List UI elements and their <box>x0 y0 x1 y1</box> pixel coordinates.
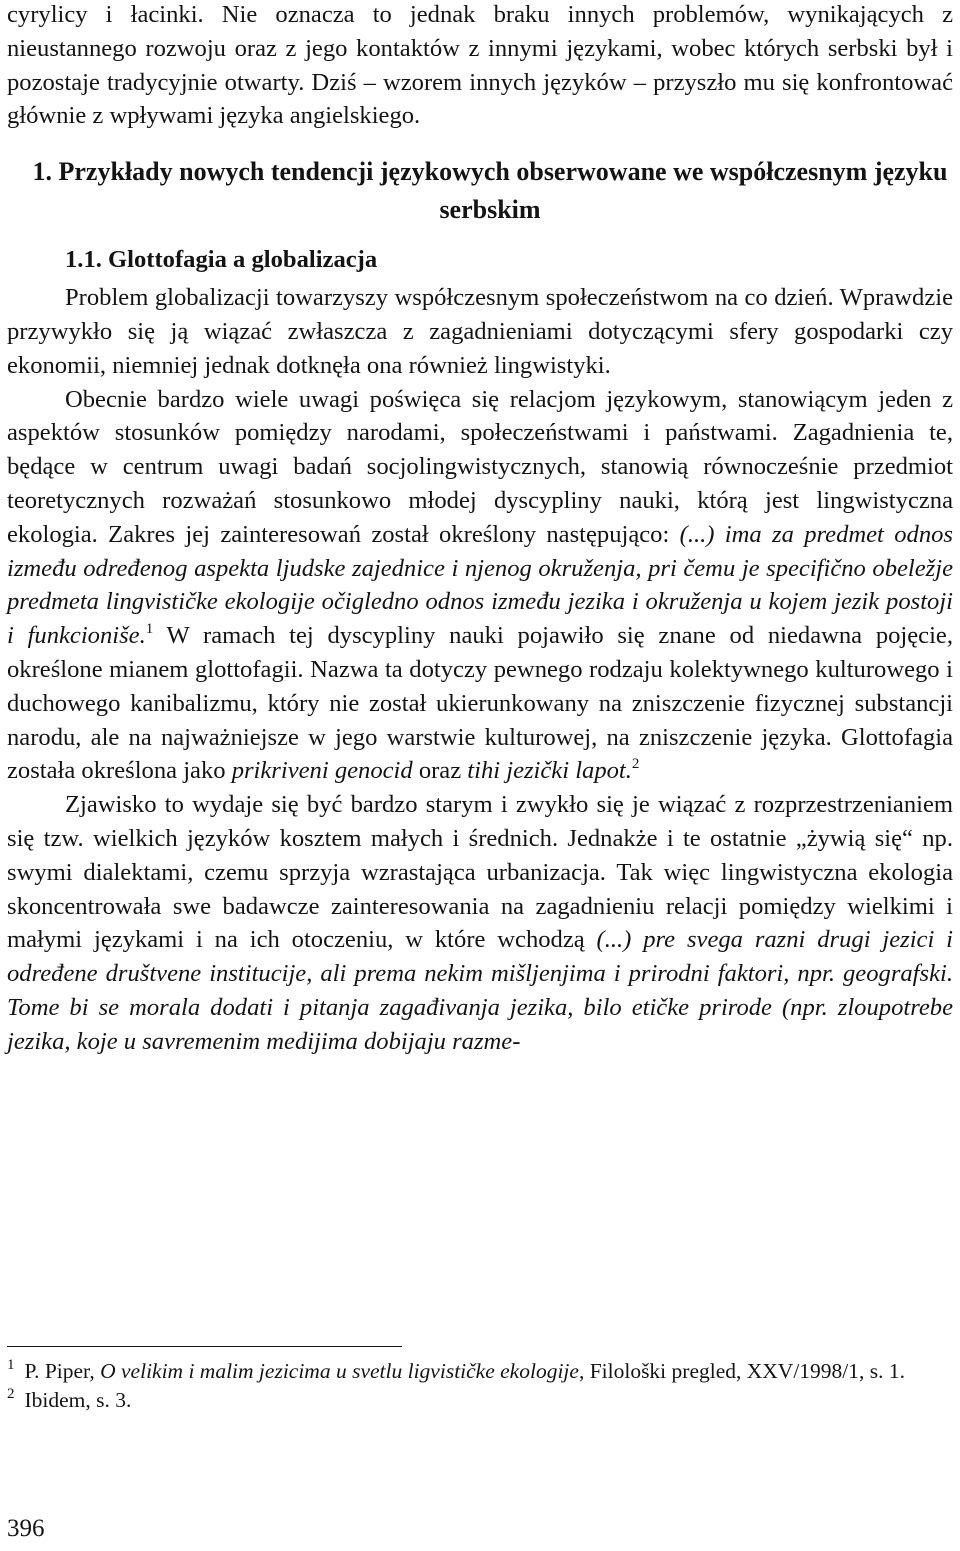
paragraph-2-connector: oraz <box>412 757 468 785</box>
footnote-1-author: P. Piper, <box>24 1359 101 1383</box>
footnote-1-number: 1 <box>7 1357 15 1373</box>
footnote-1-title: O velikim i malim jezicima u svetlu ligvističke ekologije <box>100 1359 579 1383</box>
page-body <box>7 0 953 1059</box>
footnote-ref-1[interactable]: 1 <box>145 621 154 638</box>
footnote-ref-2[interactable]: 2 <box>631 756 640 773</box>
footnotes <box>7 1357 953 1415</box>
footnote-1-source: , Filološki pregled, XXV/1998/1, s. 1. <box>578 1359 906 1383</box>
paragraph-2-quote: (...) ima za predmet odnos između određenog aspekta ljudske zajednice i njenog okruženja, pri čemu je specifično obeležje predmeta lingvističke ekologije očigledno odnos između jezika i okruženja u kojem jezik postoji i funkcioniše. <box>7 520 953 650</box>
intro-paragraph: cyrylicy i łacinki. Nie oznacza to jednak braku innych problemów, wynikających z nieustannego rozwoju oraz z jego kontaktów z innymi językami, wobec których serbski był i pozostaje tradycyjnie otwarty. Dziś – wzorem innych języków – przyszło mu się konfrontować głównie z wpływami języka angielskiego. <box>7 1 953 130</box>
term-tihi-jezicki-lapot: tihi jezički lapot. <box>467 757 632 785</box>
footnote-1 <box>7 1357 953 1386</box>
term-prikriveni-genocid: prikriveni genocid <box>231 757 413 785</box>
footnote-2-text: Ibidem, s. 3. <box>24 1388 132 1412</box>
paragraph-2-text-b: W ramach tej dyscypliny nauki pojawiło się znane od niedawna pojęcie, określone mianem glottofagii. Nazwa ta dotyczy pewnego rodzaju kolektywnego kulturowego i duchowego kanibalizmu, który nie został ukierunkowany na zniszczenie fizycznej substancji narodu, ale na najważniejsze w jego warstwie kulturowej, na zniszczenie języka. Glottofagia została określona jako <box>7 622 953 785</box>
footnote-2 <box>7 1386 953 1415</box>
paragraph-2 <box>7 383 953 789</box>
footnote-2-number: 2 <box>7 1386 15 1402</box>
subsection-heading: 1.1. Glottofagia a globalizacja <box>65 246 378 274</box>
paragraph-3-text-a: Zjawisko to wydaje się być bardzo starym i zwykło się je wiązać z rozprzestrzenianiem się tzw. wielkich języków kosztem małych i średnich. Jednakże i te ostatnie „żywią się“ np. swymi dialektami, czemu sprzyja wzrastająca urbanizacja. Tak więc lingwistyczna ekologia skoncentrowała swe badawcze zainteresowania na zagadnieniu relacji pomiędzy wielkimi i małymi językami i na ich otoczeniu, w które wchodzą <box>7 791 953 954</box>
footnote-separator <box>7 1346 402 1347</box>
paragraph-3-quote: (...) pre svega razni drugi jezici i određene društvene institucije, ali prema nekim mišljenjima i prirodni faktori, npr. geografski. Tome bi se morala dodati i pitanja zagađivanja jezika, bilo etičke prirode (npr. zloupotrebe jezika, koje u savremenim medijima dobijaju razme- <box>7 926 953 1055</box>
section-heading: 1. Przykłady nowych tendencji językowych obserwowane we współczesnym języku serbskim <box>32 157 948 225</box>
paragraph-2-text-a: Obecnie bardzo wiele uwagi poświęca się relacjom językowym, stanowiącym jeden z aspektów stosunków pomiędzy narodami, społeczeństwami i państwami. Zagadnienia te, będące w centrum uwagi badań socjolingwistycznych, stanowią równocześnie przedmiot teoretycznych rozważań stosunkowo młodej dyscypliny nauki, którą jest lingwistyczna ekologia. Zakres jej zainteresowań został określony następująco: <box>7 385 953 548</box>
paragraph-3 <box>7 788 953 1058</box>
page-number: 396 <box>7 1515 45 1542</box>
paragraph-1: Problem globalizacji towarzyszy współczesnym społeczeństwom na co dzień. Wprawdzie przywykło się ją wiązać zwłaszcza z zagadnieniami dotyczącymi sfery gospodarki czy ekonomii, niemniej jednak dotknęła ona również lingwistyki. <box>7 284 953 379</box>
